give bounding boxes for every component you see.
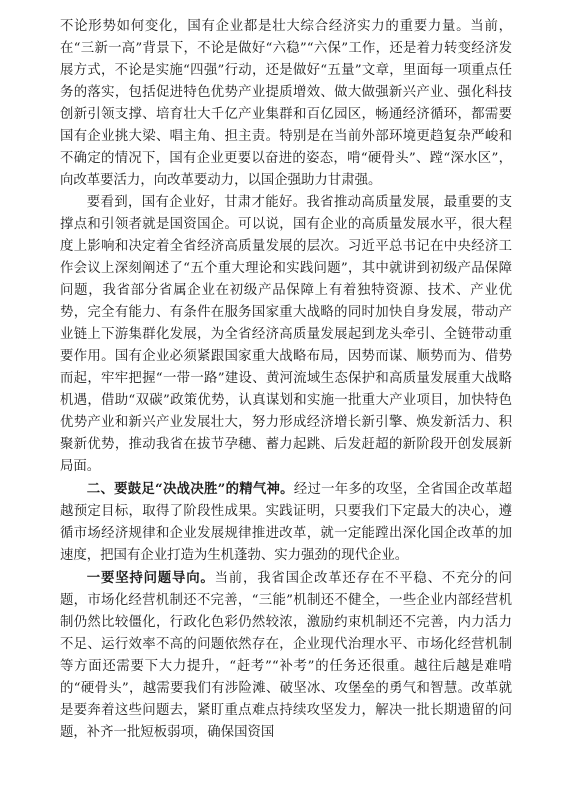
paragraph-4 — [60, 567, 512, 744]
paragraph-3 — [60, 478, 512, 567]
section-heading-2: 二、要鼓足“决战决胜”的精气神。 — [86, 481, 294, 497]
paragraph-4-text: 当前，我省国企改革还存在不平稳、不充分的问题，市场化经营机制还不完善，“三能”机制还不健全，一些企业内部经营机制仍然比较僵化，行政化色彩仍然较浓，激励约束机制还不完善，内力活力不足、运行效率不高的问题依然存在，企业现代治理水平、市场化经营机制等方面还需要下大力提升，“赶考”“补考”的任务还很重。越往后越是难啃的“硬骨头”，越需要我们有涉险滩、破坚冰、攻堡垒的勇气和智慧。改革就是要奔着这些问题去，紧盯重点难点持续攻坚发力，解决一批长期遗留的问题，补齐一批短板弱项，确保国资国 — [60, 571, 513, 740]
document-body — [60, 16, 512, 744]
paragraph-2-text: 要看到，国有企业好，甘肃才能好。我省推动高质量发展，最重要的支撑点和引领者就是国资国企。可以说，国有企业的高质量发展水平，很大程度上影响和决定着全省经济高质量发展的层次。习近平总书记在中央经济工作会议上深刻阐述了“五个重大理论和实践问题”，其中就讲到初级产品保障问题，我省部分省属企业在初级产品保障上有着独特资源、技术、产业优势，完全有能力、有条件在服务国家重大战略的同时加快自身发展，带动产业链上下游集群化发展，为全省经济高质量发展起到龙头牵引、全链带动重要作用。国有企业必须紧跟国家重大战略布局，因势而谋、顺势而为、借势而起，牢牢把握“一带一路”建设、黄河流域生态保护和高质量发展重大战略机遇，借助“双碳”政策优势，认真谋划和实施一批重大产业项目，加快特色优势产业和新兴产业发展壮大，努力形成经济增长新引擎、焕发新活力、积聚新优势，推动我省在拔节孕穗、蓄力起跳、后发赶超的新阶段开创发展新局面。 — [60, 195, 512, 474]
paragraph-1-text: 不论形势如何变化，国有企业都是壮大综合经济实力的重要力量。当前，在“三新一高”背景下，不论是做好“六稳”“六保”工作，还是着力转变经济发展方式，不论是实施“四强”行动，还是做好“五量”文章，里面每一项重点任务的落实，包括促进特色优势产业提质增效、做大做强新兴产业、强化科技创新引领支撑、培育壮大千亿产业集群和百亿园区，畅通经济循环，都需要国有企业挑大梁、唱主角、担主责。特别是在当前外部环境更趋复杂严峻和不确定的情况下，国有企业更要以奋进的姿态，啃“硬骨头”、蹚“深水区”，向改革要活力，向改革要动力，以国企强助力甘肃强。 — [60, 19, 512, 188]
subheading-problem-orientation: 一要坚持问题导向。 — [86, 570, 215, 586]
paragraph-1 — [60, 16, 512, 192]
paragraph-2 — [60, 192, 512, 478]
paragraph-3-text: 经过一年多的攻坚，全省国企改革超越预定目标，取得了阶段性成果。实践证明，只要我们下定最大的决心，遵循市场经济规律和企业发展规律推进改革，就一定能蹚出深化国企改革的加速度，把国有企业打造为生机蓬勃、实力强劲的现代企业。 — [60, 482, 513, 563]
